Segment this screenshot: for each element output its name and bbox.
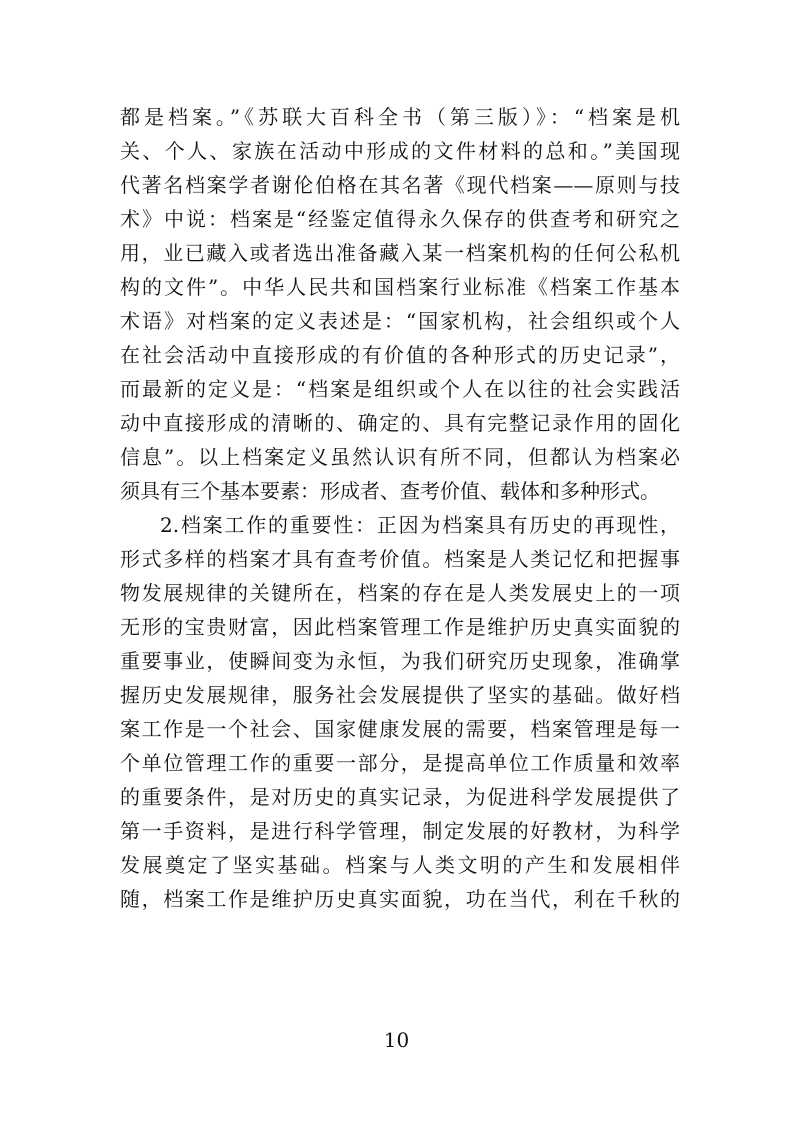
text-line: 关、个人、家族在活动中形成的文件材料的总和。”美国现: [120, 139, 680, 163]
text-line: 案工作是一个社会、国家健康发展的需要，档案管理是每一: [120, 717, 680, 741]
text-line: 动中直接形成的清晰的、确定的、具有完整记录作用的固化: [120, 411, 680, 435]
paragraph-archive-definitions: [120, 100, 680, 508]
text-line: 握历史发展规律，服务社会发展提供了坚实的基础。做好档: [120, 683, 680, 707]
text-line: 术语》对档案的定义表述是：“国家机构，社会组织或个人: [120, 309, 680, 333]
text-line: 发展奠定了坚实基础。档案与人类文明的产生和发展相伴: [120, 853, 680, 877]
text-line: 2.档案工作的重要性：正因为档案具有历史的再现性，: [160, 513, 680, 537]
text-line: 形式多样的档案才具有查考价值。档案是人类记忆和把握事: [120, 547, 680, 571]
body-text: [120, 100, 680, 916]
paragraph-archive-importance: [120, 508, 680, 916]
text-line: 物发展规律的关键所在，档案的存在是人类发展史上的一项: [120, 581, 680, 605]
text-line: 随，档案工作是维护历史真实面貌，功在当代，利在千秋的: [120, 887, 680, 911]
text-line: 在社会活动中直接形成的有价值的各种形式的历史记录”，: [120, 343, 680, 367]
text-line: 构的文件”。中华人民共和国档案行业标准《档案工作基本: [120, 275, 680, 299]
text-line: 都是档案。”《苏联大百科全书（第三版）》：“档案是机: [120, 105, 680, 129]
text-line: 术》中说：档案是“经鉴定值得永久保存的供查考和研究之: [120, 207, 680, 231]
text-line: 信息”。以上档案定义虽然认识有所不同，但都认为档案必: [120, 445, 680, 469]
text-line: 无形的宝贵财富，因此档案管理工作是维护历史真实面貌的: [120, 615, 680, 639]
text-line: 而最新的定义是：“档案是组织或个人在以往的社会实践活: [120, 377, 680, 401]
text-line: 用，业已藏入或者选出准备藏入某一档案机构的任何公私机: [120, 241, 680, 265]
text-line: 须具有三个基本要素：形成者、查考价值、载体和多种形式。: [120, 479, 660, 503]
text-line: 重要事业，使瞬间变为永恒，为我们研究历史现象，准确掌: [120, 649, 680, 673]
text-line: 个单位管理工作的重要一部分，是提高单位工作质量和效率: [120, 751, 680, 775]
text-line: 代著名档案学者谢伦伯格在其名著《现代档案——原则与技: [120, 173, 680, 197]
text-line: 第一手资料，是进行科学管理，制定发展的好教材，为科学: [120, 819, 680, 843]
text-line: 的重要条件，是对历史的真实记录，为促进科学发展提供了: [120, 785, 680, 809]
page-number: 10: [383, 1028, 410, 1052]
